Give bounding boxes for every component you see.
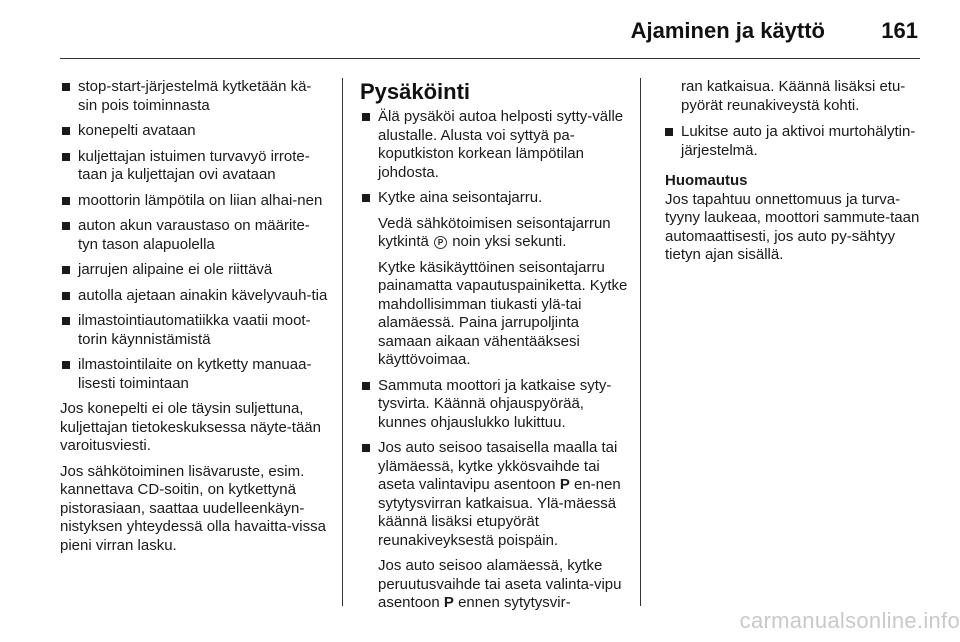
parking-brake-icon: P (434, 236, 447, 249)
sub-paragraph: Kytke käsikäyttöinen seisontajarru painamatta vapautuspainiketta. Kytke mahdollisimman tiukasti ylä-tai alamäessä. Paina jarrupoljinta samaan aikaan vähentääksesi käyttövoimaa. (378, 258, 628, 368)
bullet-square-icon (62, 197, 70, 205)
list-item: autolla ajetaan ainakin kävelyvauh-tia (60, 287, 328, 306)
bullet-square-icon (62, 361, 70, 369)
section-heading: Pysäköinti (360, 79, 471, 104)
list-item: kuljettajan istuimen turvavyö irrote-taan ja kuljettajan ovi avataan (60, 148, 328, 185)
list-item: jarrujen alipaine ei ole riittävä (60, 261, 328, 280)
sub-paragraph: Vedä sähkötoimisen seisontajarrun kytkintä P noin yksi sekunti. (378, 214, 611, 250)
running-header-title: Ajaminen ja käyttö (630, 18, 825, 43)
bullet-square-icon (665, 128, 673, 136)
list-item: ilmastointiautomatiikka vaatii moot-torin käynnistämistä (60, 312, 328, 349)
list-item: stop-start-järjestelmä kytketään kä-sin pois toiminnasta (60, 78, 328, 115)
list-item: Jos auto seisoo tasaisella maalla tai ylämäessä, kytke ykkösvaihde tai aseta valintavipu asentoon P en-nen sytytysvirran katkaisua. Ylä-mäessä käännä lisäksi etupyörät reunakiveyksestä poispäin. (360, 439, 628, 550)
bullet-square-icon (62, 292, 70, 300)
bullet-square-icon (362, 113, 370, 121)
bullet-square-icon (62, 266, 70, 274)
list-item: Kytke aina seisontajarru. (360, 189, 628, 208)
bullet-square-icon (362, 444, 370, 452)
bullet-square-icon (62, 317, 70, 325)
bullet-square-icon (62, 127, 70, 135)
bullet-square-icon (362, 382, 370, 390)
column-divider-2 (640, 78, 641, 606)
list-item: moottorin lämpötila on liian alhai-nen (60, 192, 328, 211)
list-item: Sammuta moottori ja katkaise syty-tysvirta. Käännä ohjauspyörää, kunnes ohjauslukko lukittuu. (360, 377, 628, 433)
bullet-square-icon (62, 83, 70, 91)
bullet-square-icon (362, 194, 370, 202)
page-number: 161 (881, 18, 918, 43)
list-item: ilmastointilaite on kytketty manuaa-lisesti toimintaan (60, 356, 328, 393)
list-item: Lukitse auto ja aktivoi murtohälytin-järjestelmä. (663, 123, 925, 160)
column-divider-1 (342, 78, 343, 606)
column-3 (663, 78, 925, 265)
paragraph: Jos sähkötoiminen lisävaruste, esim. kannettava CD-soitin, on kytkettynä pistorasiaan, saattaa uudelleenkäyn-nistyksen yhteydessä olla havaitta-vissa pieni virran lasku. (60, 462, 326, 554)
note-text: Jos tapahtuu onnettomuus ja turva-tyyny laukeaa, moottori sammute-taan automaattisesti, jos auto py-sähtyy tietyn ajan sisällä. (665, 190, 920, 263)
bullet-square-icon (62, 153, 70, 161)
bullet-square-icon (62, 222, 70, 230)
list-item: Älä pysäköi autoa helposti sytty-välle alustalle. Alusta voi syttyä pa-koputkiston korkean lämpötilan johdosta. (360, 108, 628, 182)
sub-paragraph: Jos auto seisoo alamäessä, kytke peruutusvaihde tai aseta valinta-vipu asentoon P ennen sytytysvir- (378, 557, 622, 611)
list-item: auton akun varaustaso on määrite-tyn tason alapuolella (60, 217, 328, 254)
watermark: carmanualsonline.info (739, 608, 960, 633)
note-title: Huomautus (665, 172, 748, 189)
header-divider (60, 58, 920, 59)
column-1 (60, 78, 328, 562)
paragraph: Jos konepelti ei ole täysin suljettuna, kuljettajan tietokeskuksessa näyte-tään varoitusviesti. (60, 400, 321, 454)
continued-paragraph: ran katkaisua. Käännä lisäksi etu-pyörät reunakiveystä kohti. (681, 78, 906, 114)
column-2 (360, 80, 628, 620)
list-item: konepelti avataan (60, 122, 328, 141)
